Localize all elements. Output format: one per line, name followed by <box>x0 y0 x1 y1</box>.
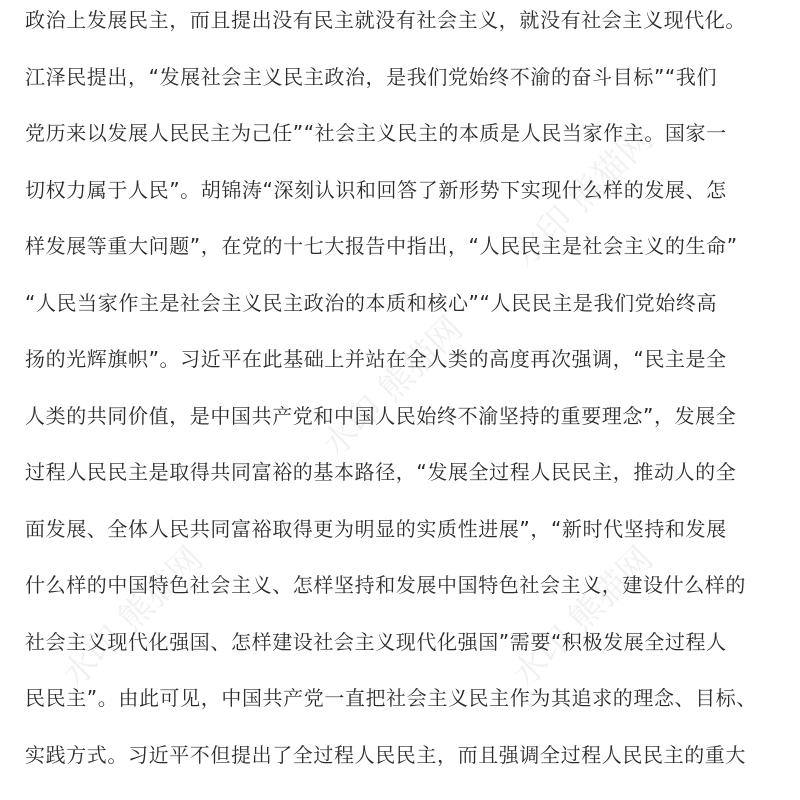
text-line: 过程人民民主是取得共同富裕的基本路径，“发展全过程人民民主，推动人的全 <box>25 460 737 484</box>
watermark: 水印 熊猫网 <box>504 118 661 276</box>
text-line: 政治上发展民主，而且提出没有民主就没有社会主义，就没有社会主义现代化。 <box>25 8 746 32</box>
text-line: 扬的光辉旗帜”。习近平在此基础上并站在全人类的高度再次强调，“民主是全 <box>25 347 727 371</box>
text-line: 人类的共同价值，是中国共产党和中国人民始终不渝坚持的重要理念”，发展全 <box>25 404 737 428</box>
text-line: “人民当家作主是社会主义民主政治的本质和核心”“人民民主是我们党始终高 <box>25 291 718 315</box>
text-line: 党历来以发展人民民主为己任”“社会主义民主的本质是人民当家作主。国家一 <box>25 121 727 145</box>
text-line: 社会主义现代化强国、怎样建设社会主义现代化强国”需要“积极发展全过程人 <box>25 630 727 654</box>
watermark: 水印 熊猫网 <box>314 308 471 466</box>
text-line: 实践方式。习近平不但提出了全过程人民民主，而且强调全过程人民民主的重大 <box>25 743 746 767</box>
text-line: 面发展、全体人民共同富裕取得更为明显的实质性进展”，“新时代坚持和发展 <box>25 517 727 541</box>
text-line: 样发展等重大问题”，在党的十七大报告中指出，“人民民主是社会主义的生命” <box>25 234 738 258</box>
text-line: 什么样的中国特色社会主义、怎样坚持和发展中国特色社会主义，建设什么样的 <box>25 573 746 597</box>
watermark: 水印 熊猫网 <box>54 538 211 696</box>
text-line: 切权力属于人民”。胡锦涛“深刻认识和回答了新形势下实现什么样的发展、怎 <box>25 178 727 202</box>
text-line: 江泽民提出，“发展社会主义民主政治，是我们党始终不渝的奋斗目标”“我们 <box>25 65 718 89</box>
watermark: 水印 熊猫网 <box>504 538 661 696</box>
text-line: 民民主”。由此可见，中国共产党一直把社会主义民主作为其追求的理念、目标、 <box>25 686 757 710</box>
